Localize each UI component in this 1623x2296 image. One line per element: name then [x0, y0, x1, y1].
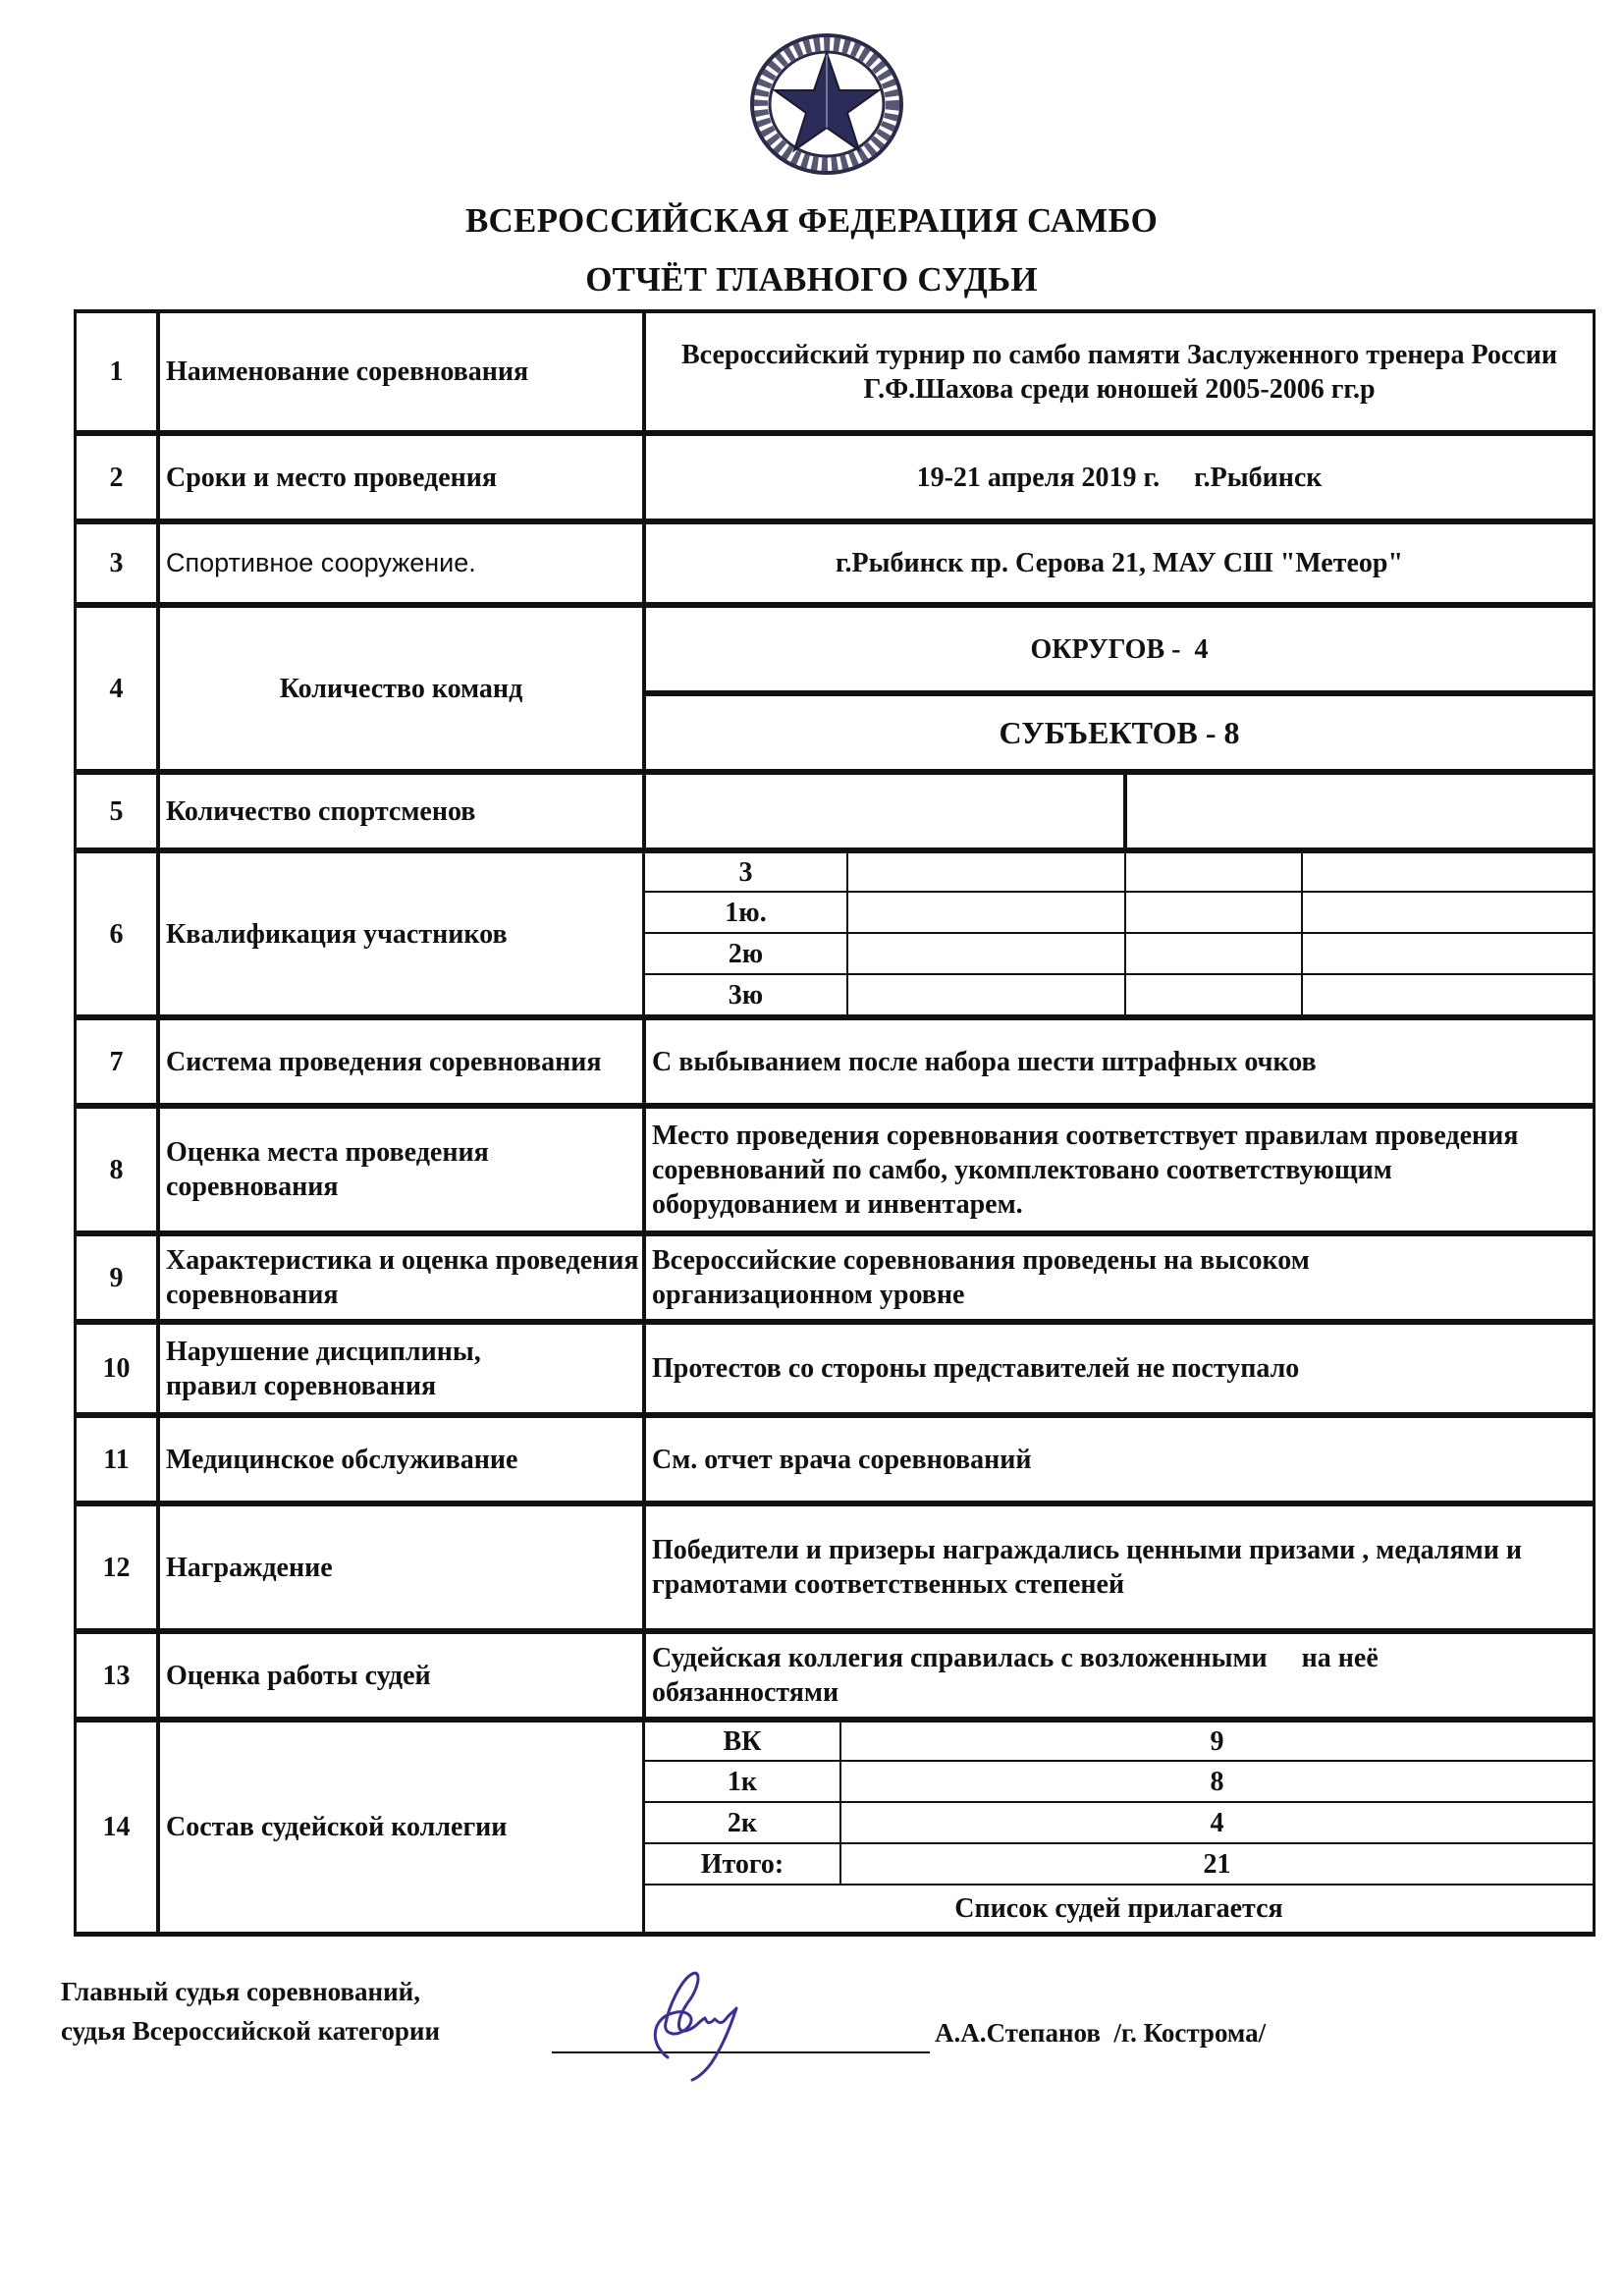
row-label: Состав судейской коллегии — [157, 1719, 645, 1937]
row-number: 13 — [74, 1630, 159, 1721]
competition-assessment-value: Всероссийские соревнования проведены на высоком организационном уровне — [643, 1232, 1596, 1323]
row-label: Наименование соревнования — [157, 309, 645, 434]
qualification-cell — [1301, 932, 1596, 975]
qualification-label: 1ю. — [643, 891, 848, 934]
dates-place-value: 19-21 апреля 2019 г. г.Рыбинск — [643, 432, 1596, 522]
qualification-label: 3ю — [643, 973, 848, 1018]
row-number: 6 — [74, 849, 159, 1018]
row-label: Количество команд — [157, 604, 645, 773]
districts-count-value: ОКРУГОВ - 4 — [643, 604, 1596, 694]
qualification-cell — [1301, 849, 1596, 893]
row-label: Нарушение дисциплины, правил соревнования — [157, 1321, 645, 1416]
row-label: Медицинское обслуживание — [157, 1414, 645, 1504]
handwritten-signature-icon — [628, 1964, 766, 2082]
row-label: Спортивное сооружение. — [157, 520, 645, 606]
qualification-cell — [1124, 932, 1303, 975]
row-label: Оценка места проведения соревнования — [157, 1105, 645, 1234]
judge-category-label: ВК — [643, 1719, 841, 1762]
qualification-label: 3 — [643, 849, 848, 893]
row-label: Сроки и место проведения — [157, 432, 645, 522]
document-title: ВСЕРОССИЙСКАЯ ФЕДЕРАЦИЯ САМБО — [465, 201, 1158, 240]
row-number: 10 — [74, 1321, 159, 1416]
qualification-cell — [1301, 891, 1596, 934]
discipline-violations-value: Протестов со стороны представителей не поступало — [643, 1321, 1596, 1416]
venue-value: г.Рыбинск пр. Серова 21, МАУ СШ "Метеор" — [643, 520, 1596, 606]
row-number: 14 — [74, 1719, 159, 1937]
competition-name-value: Всероссийский турнир по самбо памяти Заслуженного тренера России Г.Ф.Шахова среди юношей 2005-2006 гг.р — [643, 309, 1596, 434]
qualification-label: 2ю — [643, 932, 848, 975]
row-number: 7 — [74, 1016, 159, 1107]
medical-service-value: См. отчет врача соревнований — [643, 1414, 1596, 1504]
row-number: 4 — [74, 604, 159, 773]
judges-assessment-value: Судейская коллегия справилась с возложенными на неё обязанностями — [643, 1630, 1596, 1721]
athletes-count-cell — [1124, 771, 1596, 851]
qualification-cell — [846, 932, 1126, 975]
row-number: 8 — [74, 1105, 159, 1234]
row-label: Квалификация участников — [157, 849, 645, 1018]
qualification-cell — [1124, 849, 1303, 893]
venue-assessment-value: Место проведения соревнования соответствует правилам проведения соревнований по самбо, укомплектовано соответствующим оборудованием и инвентарем. — [643, 1105, 1596, 1234]
row-number: 2 — [74, 432, 159, 522]
competition-system-value: С выбыванием после набора шести штрафных очков — [643, 1016, 1596, 1107]
chief-judge-title: Главный судья соревнований, — [61, 1977, 420, 2006]
qualification-cell — [846, 849, 1126, 893]
row-label: Характеристика и оценка проведения соревнования — [157, 1232, 645, 1323]
qualification-cell — [1301, 973, 1596, 1018]
qualification-cell — [1124, 973, 1303, 1018]
judge-category-count: 9 — [839, 1719, 1596, 1762]
qualification-cell — [846, 891, 1126, 934]
row-number: 11 — [74, 1414, 159, 1504]
qualification-cell — [1124, 891, 1303, 934]
row-number: 12 — [74, 1503, 159, 1632]
awarding-value: Победители и призеры награждались ценными призами , медалями и грамотами соответственных степеней — [643, 1503, 1596, 1632]
athletes-count-cell — [643, 771, 1126, 851]
row-number: 9 — [74, 1232, 159, 1323]
judge-total-label: Итого: — [643, 1842, 841, 1886]
document-subtitle: ОТЧЁТ ГЛАВНОГО СУДЬИ — [585, 260, 1038, 299]
row-label: Количество спортсменов — [157, 771, 645, 851]
row-number: 5 — [74, 771, 159, 851]
judge-total-count: 21 — [839, 1842, 1596, 1886]
row-number: 1 — [74, 309, 159, 434]
judge-category-label: 1к — [643, 1760, 841, 1803]
signature-block — [61, 1972, 440, 2050]
row-label: Система проведения соревнования — [157, 1016, 645, 1107]
chief-judge-name: А.А.Степанов /г. Кострома/ — [935, 2018, 1267, 2048]
qualification-cell — [846, 973, 1126, 1018]
judge-category-count: 8 — [839, 1760, 1596, 1803]
judge-category-label: 2к — [643, 1801, 841, 1844]
judge-category-count: 4 — [839, 1801, 1596, 1844]
row-number: 3 — [74, 520, 159, 606]
judges-list-note: Список судей прилагается — [643, 1884, 1596, 1937]
chief-judge-category: судья Всероссийской категории — [61, 2016, 441, 2046]
sambo-federation-emblem-icon — [748, 31, 905, 177]
row-label: Награждение — [157, 1503, 645, 1632]
regions-count-value: СУБЪЕКТОВ - 8 — [643, 692, 1596, 773]
row-label: Оценка работы судей — [157, 1630, 645, 1721]
